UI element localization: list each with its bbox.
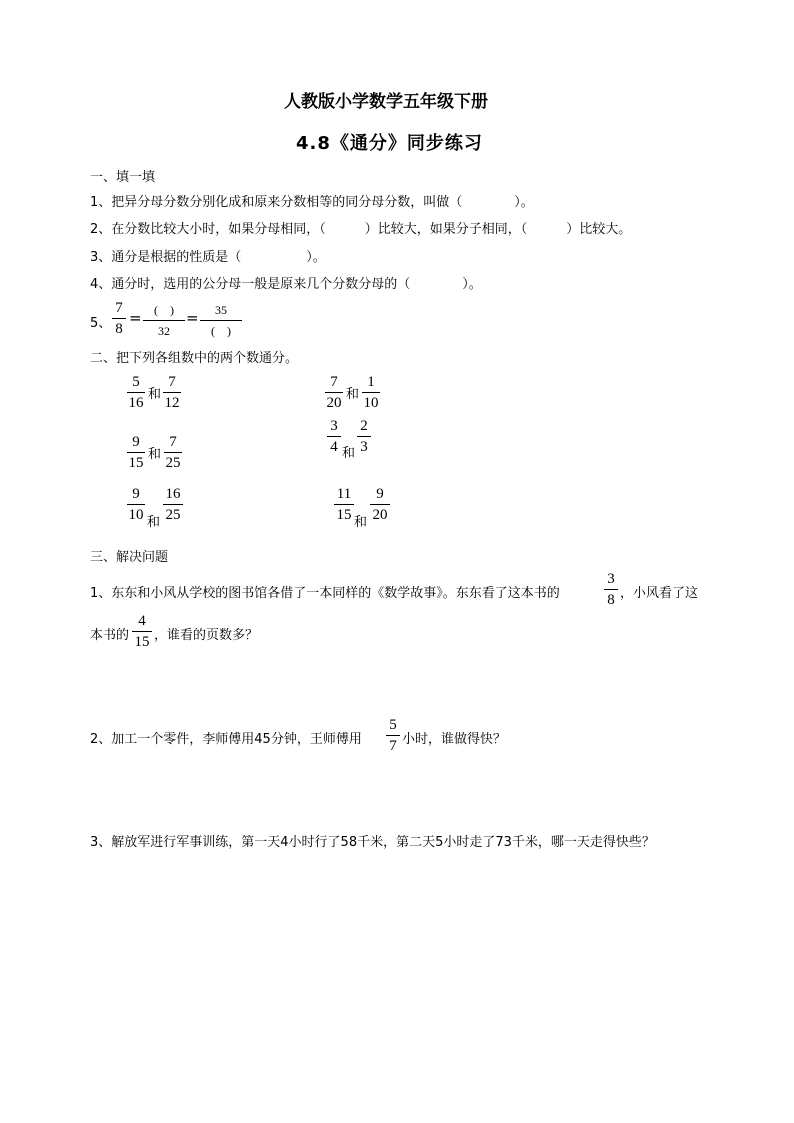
question-1-5-label: 5、 — [90, 316, 112, 331]
pair-3-and: 和 — [148, 447, 162, 462]
q5-fraction-1 — [112, 299, 126, 338]
pair-6-b-numerator: 9 — [376, 486, 384, 502]
pair-5-a-denominator: 10 — [128, 507, 144, 523]
question-1-4: 4、通分时，选用的公分母一般是原来几个分数分母的（ ）。 — [90, 277, 482, 292]
section3-heading: 三、解决问题 — [90, 550, 169, 565]
problem-1-fraction-2 — [132, 612, 152, 651]
pair-3-b-denominator: 25 — [165, 455, 181, 471]
q5-equals-1: = — [129, 309, 142, 327]
pair-4-fraction-a — [327, 417, 341, 456]
q5-fraction-3-numerator: 35 — [215, 303, 227, 317]
problem-1-line-2-start: 本书的 — [90, 628, 130, 643]
q5-fraction-1-numerator: 7 — [115, 300, 123, 316]
problem-1-line-1: 1、东东和小风从学校的图书馆各借了一本同样的《数学故事》。东东看了这本书的 — [90, 586, 560, 601]
pair-5-b-denominator: 25 — [165, 507, 181, 523]
pair-2-a-denominator: 20 — [326, 395, 342, 411]
pair-6-and: 和 — [354, 515, 368, 530]
problem-1-fraction-2-numerator: 4 — [138, 613, 146, 629]
pair-1-fraction-b — [163, 373, 181, 412]
pair-3-b-numerator: 7 — [169, 434, 177, 450]
pair-6-fraction-a — [334, 485, 354, 524]
q5-fraction-2-denominator: 32 — [158, 324, 170, 338]
problem-1-fraction-1-denominator: 8 — [607, 592, 615, 608]
pair-1-a-denominator: 16 — [128, 395, 144, 411]
q5-fraction-3-denominator: ( ) — [211, 324, 231, 338]
question-1-1: 1、把异分母分数分别化成和原来分数相等的同分母分数，叫做（ ）。 — [90, 195, 534, 210]
pair-4-and: 和 — [342, 446, 356, 461]
pair-2-and: 和 — [346, 387, 360, 402]
pair-4-b-denominator: 3 — [360, 439, 368, 455]
section1-heading: 一、填一填 — [90, 170, 156, 185]
pair-4-a-denominator: 4 — [330, 439, 338, 455]
problem-1-fraction-2-denominator: 15 — [134, 634, 150, 650]
document-title: 人教版小学数学五年级下册 — [284, 92, 488, 112]
problem-1-line-1-end: ，小风看了这 — [620, 586, 699, 601]
q5-fraction-2 — [143, 301, 185, 340]
problem-2-end: 小时，谁做得快？ — [402, 732, 507, 747]
pair-4-fraction-b — [357, 417, 371, 456]
pair-6-a-denominator: 15 — [336, 507, 352, 523]
problem-2-fraction-denominator: 7 — [389, 738, 397, 754]
section2-heading: 二、把下列各组数中的两个数通分。 — [90, 351, 299, 366]
q5-fraction-1-denominator: 8 — [115, 321, 123, 337]
problem-2-fraction-numerator: 5 — [389, 717, 397, 733]
q5-fraction-2-numerator: ( ) — [154, 303, 174, 317]
pair-5-fraction-b — [163, 485, 183, 524]
pair-3-fraction-b — [164, 433, 182, 472]
pair-6-fraction-b — [370, 485, 390, 524]
pair-3-fraction-a — [127, 433, 145, 472]
pair-3-a-denominator: 15 — [128, 455, 144, 471]
pair-4-a-numerator: 3 — [330, 418, 338, 434]
pair-6-a-numerator: 11 — [336, 486, 352, 502]
pair-1-a-numerator: 5 — [132, 374, 140, 390]
pair-2-fraction-a — [325, 373, 343, 412]
pair-1-fraction-a — [127, 373, 145, 412]
pair-2-a-numerator: 7 — [330, 374, 338, 390]
question-1-2: 2、在分数比较大小时，如果分母相同，（ ）比较大，如果分子相同，（ ）比较大。 — [90, 222, 632, 237]
pair-2-b-numerator: 1 — [367, 374, 375, 390]
problem-3: 3、解放军进行军事训练，第一天4小时行了58千米，第二天5小时走了73千米，哪一天走得快些？ — [90, 835, 655, 850]
pair-6-b-denominator: 20 — [372, 507, 388, 523]
pair-1-b-denominator: 12 — [164, 395, 180, 411]
pair-2-fraction-b — [362, 373, 380, 412]
question-1-3: 3、通分是根据的性质是（ ）。 — [90, 250, 326, 265]
pair-5-and: 和 — [147, 515, 161, 530]
pair-4-b-numerator: 2 — [360, 418, 368, 434]
pair-2-b-denominator: 10 — [363, 395, 379, 411]
pair-1-b-numerator: 7 — [168, 374, 176, 390]
pair-5-fraction-a — [127, 485, 145, 524]
q5-fraction-3 — [200, 301, 242, 340]
q5-equals-2: = — [186, 309, 199, 327]
problem-2-start: 2、加工一个零件，李师傅用45分钟，王师傅用 — [90, 732, 362, 747]
pair-1-and: 和 — [148, 387, 162, 402]
problem-1-fraction-1-numerator: 3 — [607, 571, 615, 587]
problem-1-line-2-end: ，谁看的页数多？ — [154, 628, 259, 643]
pair-5-b-numerator: 16 — [165, 486, 181, 502]
document-subtitle: 4.8《通分》同步练习 — [296, 133, 483, 154]
problem-2-fraction — [386, 716, 400, 755]
pair-3-a-numerator: 9 — [132, 434, 140, 450]
problem-1-fraction-1 — [604, 570, 618, 609]
pair-5-a-numerator: 9 — [132, 486, 140, 502]
